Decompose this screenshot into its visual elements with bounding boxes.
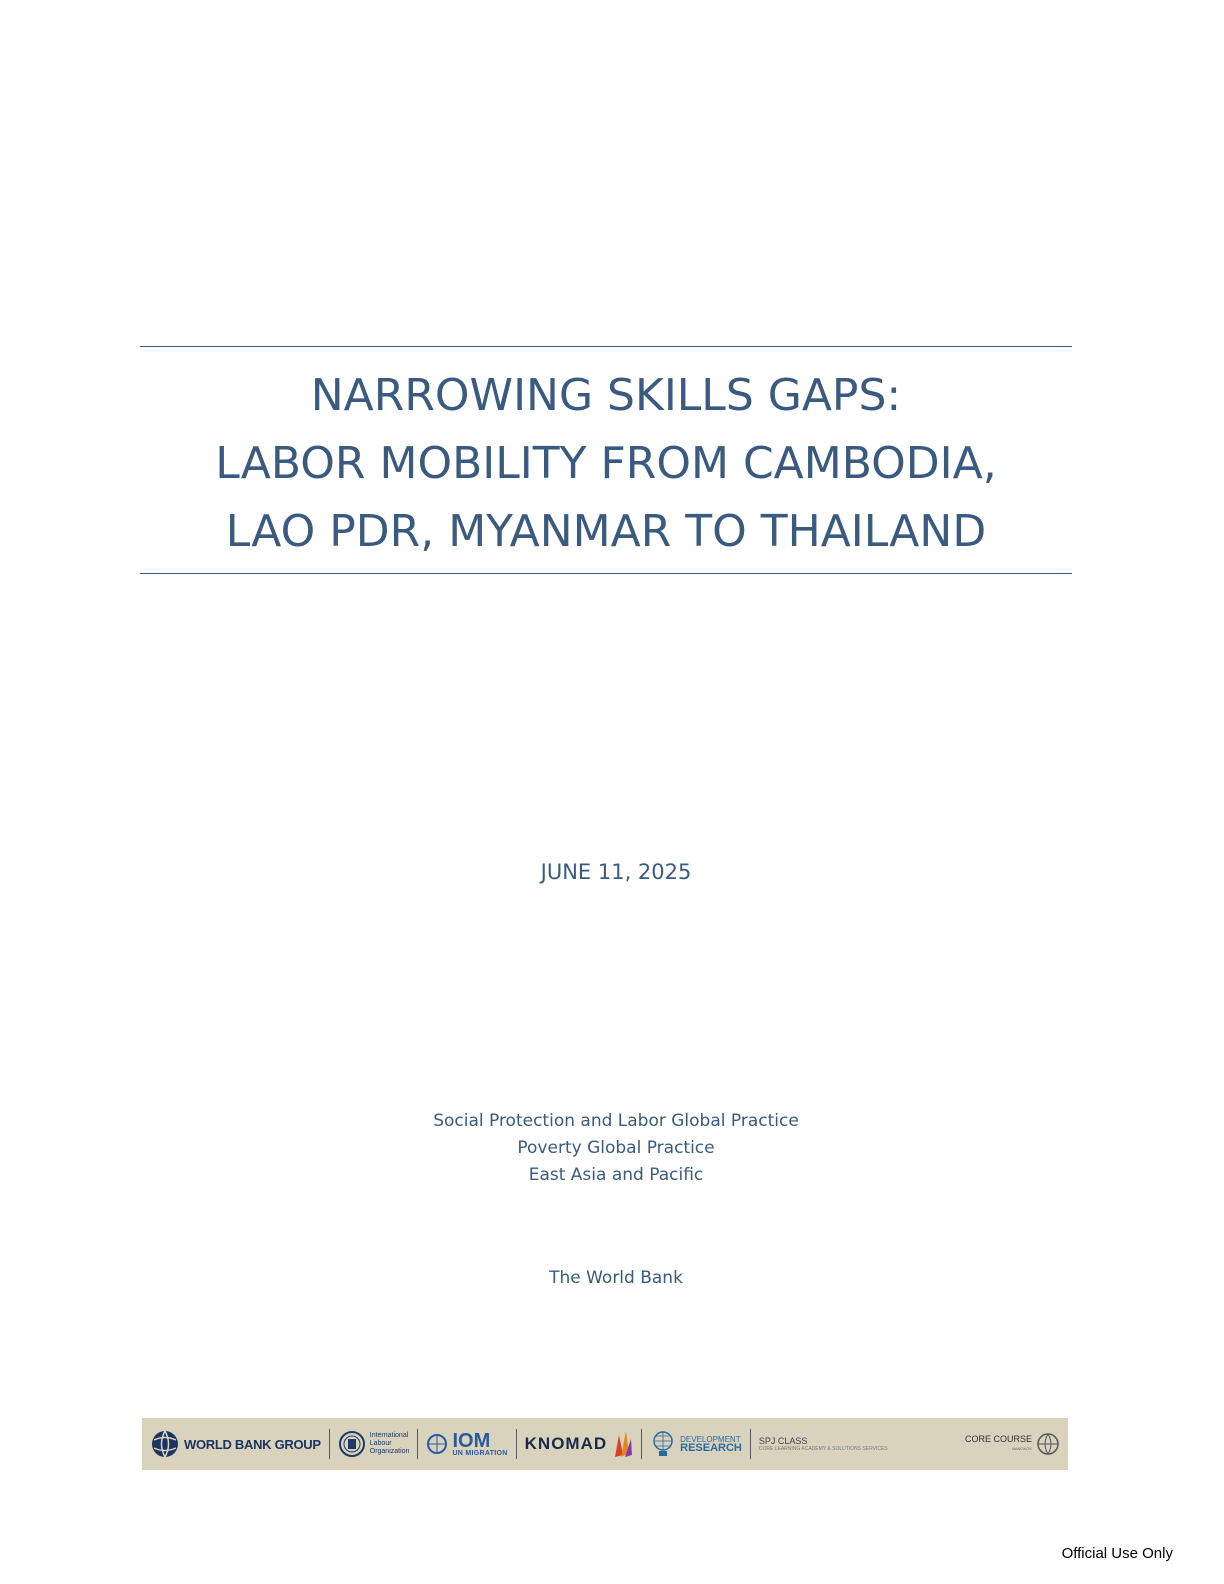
- logo-divider: [750, 1429, 751, 1459]
- wbg-label: WORLD BANK GROUP: [184, 1436, 321, 1452]
- practices-block: [0, 1108, 1224, 1189]
- knomad-label: KNOMAD: [524, 1434, 608, 1453]
- globe-icon: [1036, 1432, 1060, 1456]
- practice-line: Social Protection and Labor Global Practice: [433, 1111, 799, 1131]
- iom-logo: [426, 1429, 508, 1457]
- title-line-2: LABOR MOBILITY FROM CAMBODIA,: [215, 438, 997, 489]
- partner-logo-band: [142, 1418, 1068, 1470]
- spj-class-logo: [759, 1436, 888, 1452]
- title-top-rule: [140, 346, 1072, 347]
- practice-line: East Asia and Pacific: [528, 1165, 704, 1185]
- logo-divider: [516, 1429, 517, 1459]
- knomad-logo: [525, 1429, 634, 1459]
- title-line-3: LAO PDR, MYANMAR TO THAILAND: [225, 506, 987, 557]
- ilo-label: International Labour Organization: [369, 1432, 410, 1455]
- document-title: [140, 362, 1072, 566]
- document-date: JUNE 11, 2025: [540, 860, 692, 884]
- un-emblem-icon: [426, 1433, 448, 1455]
- core-course-logo: [965, 1432, 1060, 1456]
- iom-sublabel: UN MIGRATION: [452, 1449, 508, 1457]
- logo-divider: [329, 1429, 330, 1459]
- ilo-emblem-icon: [338, 1430, 366, 1458]
- globe-icon: [150, 1429, 180, 1459]
- title-bottom-rule: [140, 573, 1072, 574]
- lightbulb-globe-icon: [650, 1429, 676, 1459]
- development-research-logo: [650, 1429, 742, 1459]
- core-course-label: CORE COURSE: [964, 1434, 1032, 1444]
- knomad-flame-icon: [611, 1429, 633, 1459]
- ilo-logo: [338, 1430, 410, 1458]
- dev-research-label: DEVELOPMENT RESEARCH: [680, 1435, 742, 1454]
- logo-divider: [641, 1429, 642, 1459]
- organization-name: The World Bank: [549, 1268, 683, 1288]
- spj-class-sublabel: CORE LEARNING ACADEMY & SOLUTIONS SERVICES: [758, 1446, 888, 1452]
- classification-footer: Official Use Only: [1061, 1545, 1173, 1562]
- world-bank-group-logo: [150, 1429, 321, 1459]
- core-course-sublabel: BANGKOK: [1012, 1446, 1032, 1451]
- spj-class-label: SPJ CLASS: [758, 1436, 808, 1446]
- title-line-1: NARROWING SKILLS GAPS:: [310, 370, 902, 421]
- practice-line: Poverty Global Practice: [517, 1138, 715, 1158]
- iom-label: IOM: [452, 1429, 491, 1452]
- logo-divider: [417, 1429, 418, 1459]
